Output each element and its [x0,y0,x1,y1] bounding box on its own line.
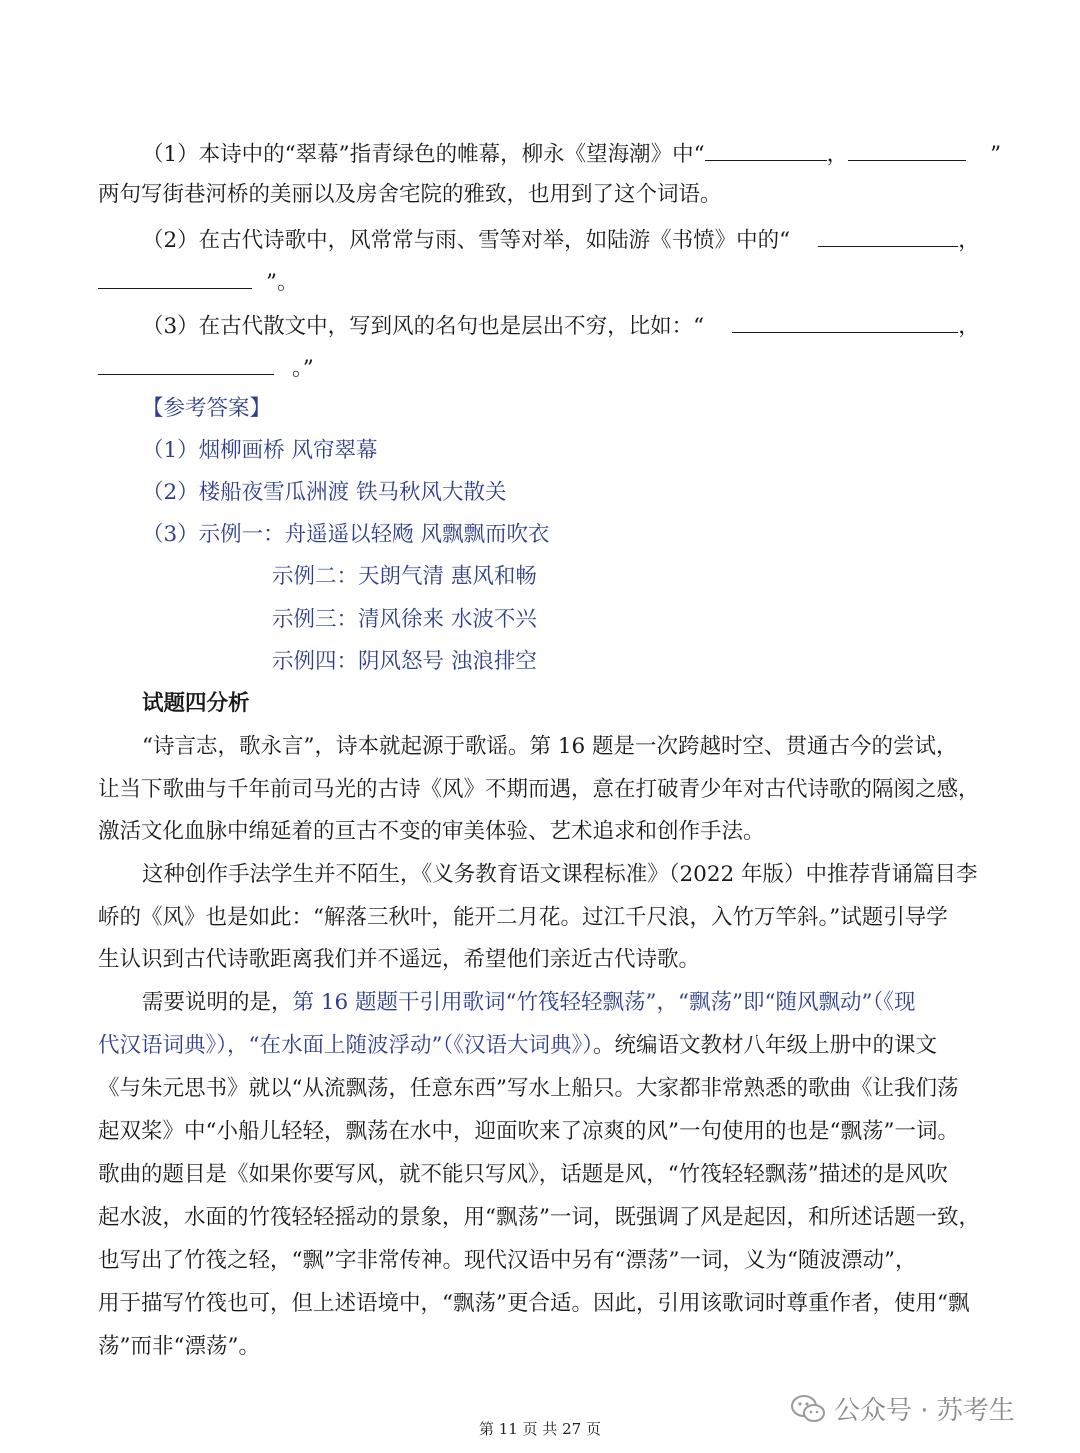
analysis-heading: 试题四分析 [142,691,250,716]
analysis-p3-line: 起水波，水面的竹筏轻轻摇动的景象，用“飘荡”一词，既强调了风是起因，和所述话题一致， [98,1205,980,1230]
analysis-p3-line: 歌曲的题目是《如果你要写风，就不能只写风》，话题是风，“竹筏轻轻飘荡”描述的是风吹 [98,1162,948,1187]
question-2-text: （2）在古代诗歌中，风常常与雨、雪等对举，如陆游《书愤》中的“ [142,228,791,253]
answer-heading: 【参考答案】 [142,396,272,421]
fill-blank [818,224,958,247]
fill-blank [98,352,274,375]
question-3-text: （3）在古代散文中，写到风的名句也是层出不穷，比如：“ [142,314,705,339]
analysis-p3-line: 需要说明的是，第 16 题题干引用歌词“竹筏轻轻飘荡”，“飘荡”即“随风飘动”（《现 [142,990,916,1015]
question-2-line-1: （2）在古代诗歌中，风常常与雨、雪等对举，如陆游《书愤》中的“ ， [142,224,1032,256]
question-3-line-1: （3）在古代散文中，写到风的名句也是层出不穷，比如：“ ， [142,310,1032,342]
question-1-line-2: 两句写街巷河桥的美丽以及房舍宅院的雅致，也用到了这个词语。 [98,182,722,207]
answer-3-example-2: 示例二：天朗气清 惠风和畅 [272,564,537,589]
analysis-p3-line: 荡”而非“漂荡”。 [98,1334,260,1359]
highlighted-text: 代汉语词典》），“在水面上随波浮动”（《汉语大词典》） [98,1033,593,1058]
question-3-line-2: 。” [98,352,988,384]
analysis-p2-line: 这种创作手法学生并不陌生，《义务教育语文课程标准》（2022 年版）中推荐背诵篇目李 [142,862,978,887]
question-1-line-1: （1）本诗中的“翠幕”指青绿色的帷幕，柳永《望海潮》中“ ， ” [142,138,1032,170]
page-number: 第 11 页 共 27 页 [478,1420,601,1438]
fill-blank [732,310,958,333]
analysis-p2-line: 峤的《风》也是如此：“解落三秋叶，能开二月花。过江千尺浪，入竹万竿斜。”试题引导学 [98,905,948,930]
analysis-p3-line: 代汉语词典》），“在水面上随波浮动”（《汉语大词典》）。统编语文教材八年级上册中的课文 [98,1033,938,1058]
analysis-p3-line: 《与朱元思书》就以“从流飘荡，任意东西”写水上船只。大家都非常熟悉的歌曲《让我们荡 [98,1076,959,1101]
highlighted-text: 第 16 题题干引用歌词“竹筏轻轻飘荡”，“飘荡”即“随风飘动”（《现 [292,990,916,1015]
analysis-p1-line: “诗言志，歌永言”，诗本就起源于歌谣。第 16 题是一次跨越时空、贯通古今的尝试， [142,734,958,759]
answer-2: （2）楼船夜雪瓜洲渡 铁马秋风大散关 [142,480,507,505]
fill-blank [98,266,252,289]
watermark-text: 公众号 · 苏考生 [834,1396,1015,1426]
analysis-p2-line: 生认识到古代诗歌距离我们并不遥远，希望他们亲近古代诗歌。 [98,947,701,972]
fill-blank [705,138,827,161]
fill-blank [848,138,966,161]
analysis-p1-line: 激活文化血脉中绵延着的亘古不变的审美体验、艺术追求和创作手法。 [98,819,765,844]
analysis-p3-line: 起双桨》中“小船儿轻轻，飘荡在水中，迎面吹来了凉爽的风”一句使用的也是“飘荡”一词。 [98,1119,959,1144]
question-1-text: （1）本诗中的“翠幕”指青绿色的帷幕，柳永《望海潮》中“ [142,142,705,167]
answer-3: （3）示例一：舟遥遥以轻飏 风飘飘而吹衣 [142,522,550,547]
question-2-line-2: ”。 [98,266,988,298]
analysis-p3-line: 用于描写竹筏也可，但上述语境中，“飘荡”更合适。因此，引用该歌词时尊重作者，使用“飘 [98,1291,970,1316]
analysis-p1-line: 让当下歌曲与千年前司马光的古诗《风》不期而遇，意在打破青少年对古代诗歌的隔阂之感， [98,777,980,802]
analysis-p3-line: 也写出了竹筏之轻，“飘”字非常传神。现代汉语中另有“漂荡”一词，义为“随波漂动”， [98,1248,917,1273]
answer-1: （1）烟柳画桥 风帘翠幕 [142,438,378,463]
answer-3-example-4: 示例四：阴风怒号 浊浪排空 [272,649,537,674]
answer-3-example-3: 示例三：清风徐来 水波不兴 [272,607,537,632]
